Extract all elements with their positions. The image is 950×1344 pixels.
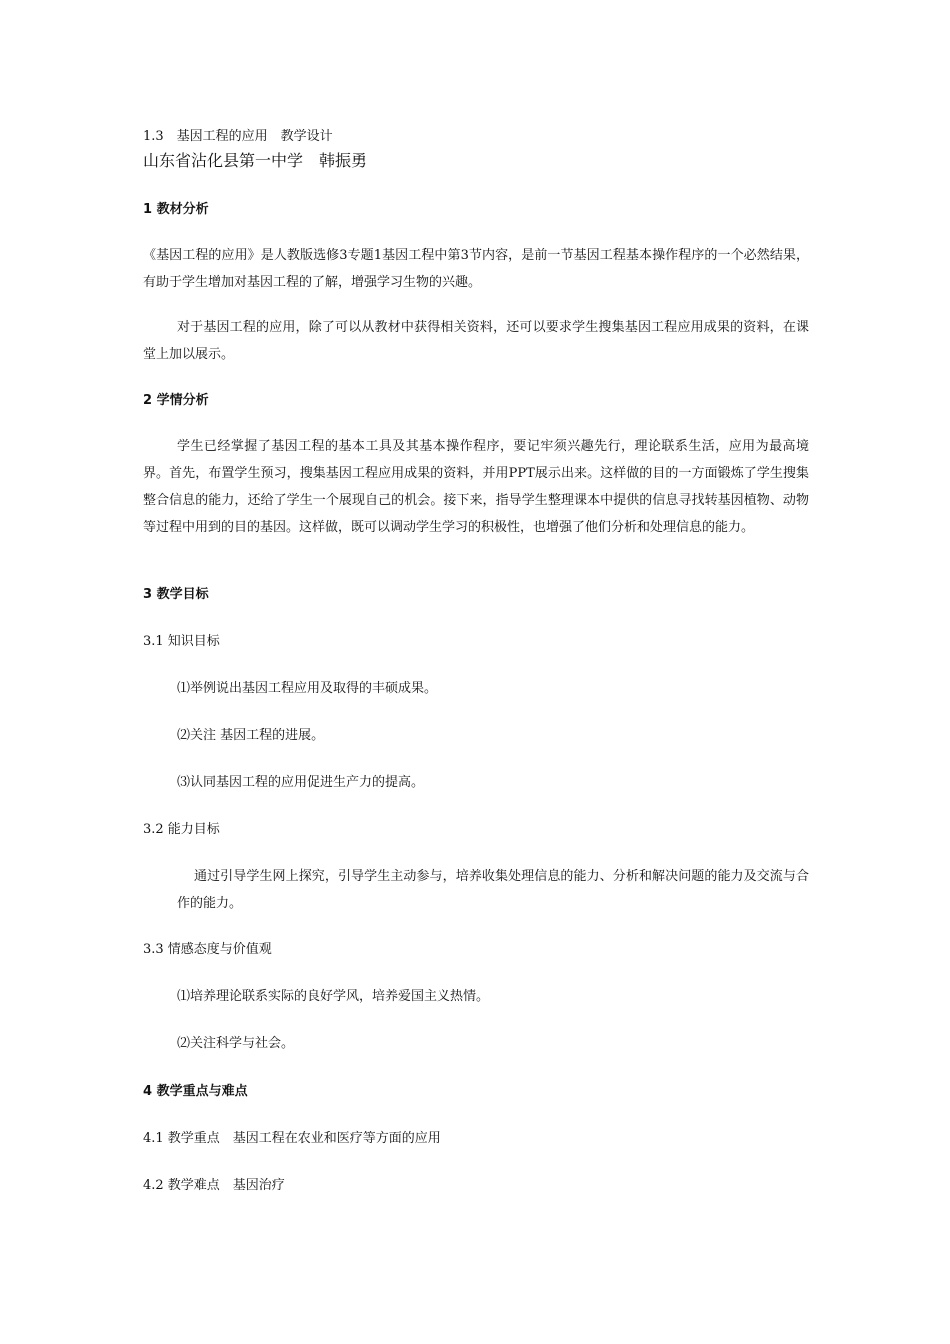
teaching-difficulty: 4.2 教学难点 基因治疗 <box>143 1178 285 1193</box>
attitude-goal-item-1: ⑴培养理论联系实际的良好学风，培养爱国主义热情。 <box>177 989 490 1004</box>
document-author: 山东省沾化县第一中学 韩振勇 <box>143 151 368 170</box>
section-heading-1: 1 教材分析 <box>143 202 209 217</box>
section-1-paragraph-1: 《基因工程的应用》是人教版选修3专题1基因工程中第3节内容，是前一节基因工程基本操作程序的一个必然结果，有助于学生增加对基因工程的了解，增强学习生物的兴趣。 <box>143 248 809 290</box>
knowledge-goal-item-2: ⑵关注 基因工程的进展。 <box>177 728 325 743</box>
section-1-paragraph-2: 对于基因工程的应用，除了可以从教材中获得相关资料，还可以要求学生搜集基因工程应用成果的资料，在课堂上加以展示。 <box>143 320 809 362</box>
subsection-heading-3-3: 3.3 情感态度与价值观 <box>143 942 272 957</box>
subsection-heading-3-2: 3.2 能力目标 <box>143 822 220 837</box>
attitude-goal-item-2: ⑵关注科学与社会。 <box>177 1036 295 1051</box>
section-2-paragraph-1: 学生已经掌握了基因工程的基本工具及其基本操作程序，要记牢须兴趣先行，理论联系生活，应用为最高境界。首先，布置学生预习，搜集基因工程应用成果的资料，并用PPT展示出来。这样做的目的一方面锻炼了学生搜集整合信息的能力，还给了学生一个展现自己的机会。接下来，指导学生整理课本中提供的信息寻找转基因植物、动物等过程中用到的目的基因。这样做，既可以调动学生学习的积极性，也增强了他们分析和处理信息的能力。 <box>143 439 809 535</box>
section-heading-2: 2 学情分析 <box>143 393 209 408</box>
ability-goal-paragraph: 通过引导学生网上探究，引导学生主动参与，培养收集处理信息的能力、分析和解决问题的能力及交流与合作的能力。 <box>177 869 809 911</box>
section-heading-4: 4 教学重点与难点 <box>143 1084 248 1099</box>
section-heading-3: 3 教学目标 <box>143 587 209 602</box>
knowledge-goal-item-3: ⑶认同基因工程的应用促进生产力的提高。 <box>177 775 425 790</box>
document-title: 1.3 基因工程的应用 教学设计 <box>143 129 333 144</box>
knowledge-goal-item-1: ⑴举例说出基因工程应用及取得的丰硕成果。 <box>177 681 438 696</box>
teaching-focus: 4.1 教学重点 基因工程在农业和医疗等方面的应用 <box>143 1131 441 1146</box>
subsection-heading-3-1: 3.1 知识目标 <box>143 634 220 649</box>
